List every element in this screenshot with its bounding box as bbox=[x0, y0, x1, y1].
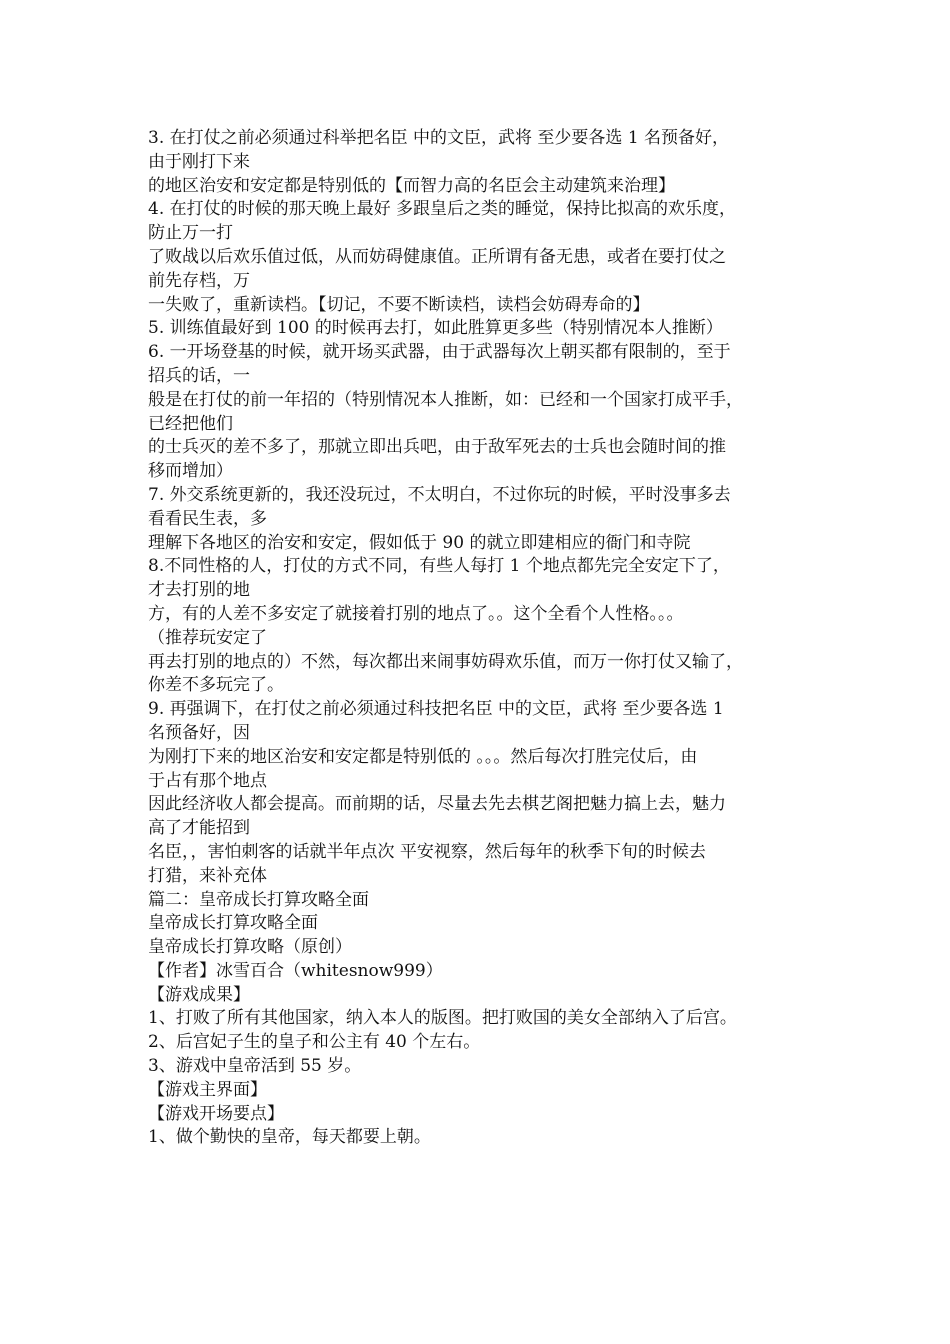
text-line: 8.不同性格的人，打仗的方式不同，有些人每打 1 个地点都先完全安定下了， bbox=[148, 556, 730, 577]
text-line: 3. 在打仗之前必须通过科举把名臣 中的文臣，武将 至少要各选 1 名预备好， bbox=[148, 128, 730, 148]
text-line: 7. 外交系统更新的，我还没玩过，不太明白，不过你玩的时候，平时没事多去 bbox=[148, 484, 731, 505]
text-line: 再去打别的地点的）不然，每次都出来闹事妨碍欢乐值，而万一你打仗又输了， bbox=[148, 651, 743, 672]
text-line: 了败战以后欢乐值过低，从而妨碍健康值。正所谓有备无患，或者在要打仗之 bbox=[148, 246, 726, 267]
section-label: 【游戏主界面】 bbox=[148, 1079, 267, 1100]
text-line: 名预备好，因 bbox=[148, 722, 250, 743]
text-line: 1、做个勤快的皇帝，每天都要上朝。 bbox=[148, 1127, 431, 1148]
text-line: 5. 训练值最好到 100 的时候再去打，如此胜算更多些（特别情况本人推断） bbox=[148, 318, 723, 339]
document-body bbox=[148, 127, 818, 1150]
text-line: 防止万一打 bbox=[148, 223, 233, 244]
text-line: 方，有的人差不多安定了就接着打别的地点了。。这个全看个人性格。。。 bbox=[148, 603, 684, 624]
text-line: 4. 在打仗的时候的那天晚上最好 多跟皇后之类的睡觉，保持比拟高的欢乐度， bbox=[148, 199, 737, 220]
text-line: 1、打败了所有其他国家，纳入本人的版图。把打败国的美女全部纳入了后宫。 bbox=[148, 1008, 737, 1029]
text-line: （推荐玩安定了 bbox=[148, 627, 267, 648]
text-line: 的士兵灭的差不多了，那就立即出兵吧，由于敌军死去的士兵也会随时间的推 bbox=[148, 437, 726, 458]
text-line: 理解下各地区的治安和安定，假如低于 90 的就立即建相应的衙门和寺院 bbox=[148, 532, 691, 553]
text-line: 一失败了，重新读档。【切记，不要不断读档，读档会妨碍寿命的】 bbox=[148, 294, 650, 315]
text-line: 9. 再强调下，在打仗之前必须通过科技把名臣 中的文臣，武将 至少要各选 1 bbox=[148, 699, 724, 720]
text-line: 才去打别的地 bbox=[148, 580, 250, 601]
text-line: 由于刚打下来 bbox=[148, 151, 250, 172]
section-heading: 篇二：皇帝成长打算攻略全面 bbox=[148, 889, 369, 910]
text-line: 已经把他们 bbox=[148, 413, 233, 434]
text-line: 的地区治安和安定都是特别低的【而智力高的名臣会主动建筑来治理】 bbox=[148, 175, 675, 196]
text-line: 为刚打下来的地区治安和安定都是特别低的 。。。然后每次打胜完仗后，由 bbox=[148, 746, 698, 767]
article-title: 皇帝成长打算攻略全面 bbox=[148, 913, 318, 934]
text-line: 高了才能招到 bbox=[148, 818, 250, 839]
text-line: 般是在打仗的前一年招的（特别情况本人推断，如：已经和一个国家打成平手， bbox=[148, 389, 743, 410]
text-line: 6. 一开场登基的时候，就开场买武器，由于武器每次上朝买都有限制的，至于 bbox=[148, 342, 731, 363]
section-label: 【游戏成果】 bbox=[148, 984, 250, 1005]
text-line: 2、后宫妃子生的皇子和公主有 40 个左右。 bbox=[148, 1032, 481, 1053]
text-line: 看看民生表，多 bbox=[148, 508, 267, 529]
text-line: 你差不多玩完了。 bbox=[148, 675, 284, 696]
text-line: 移而增加） bbox=[148, 461, 233, 482]
text-line: 名臣，，害怕刺客的话就半年点次 平安视察，然后每年的秋季下旬的时候去 bbox=[148, 841, 706, 862]
section-label: 【游戏开场要点】 bbox=[148, 1103, 284, 1124]
text-line: 因此经济收人都会提高。而前期的话，尽量去先去棋艺阁把魅力搞上去，魅力 bbox=[148, 794, 726, 815]
text-line: 3、游戏中皇帝活到 55 岁。 bbox=[148, 1056, 362, 1077]
text-line: 招兵的话，一 bbox=[148, 365, 250, 386]
article-subtitle: 皇帝成长打算攻略（原创） bbox=[148, 937, 352, 958]
text-line: 于占有那个地点 bbox=[148, 770, 267, 791]
text-line: 前先存档，万 bbox=[148, 270, 250, 291]
author-line: 【作者】冰雪百合（whitesnow999） bbox=[148, 960, 443, 981]
text-line: 打猎，来补充体 bbox=[148, 865, 267, 886]
